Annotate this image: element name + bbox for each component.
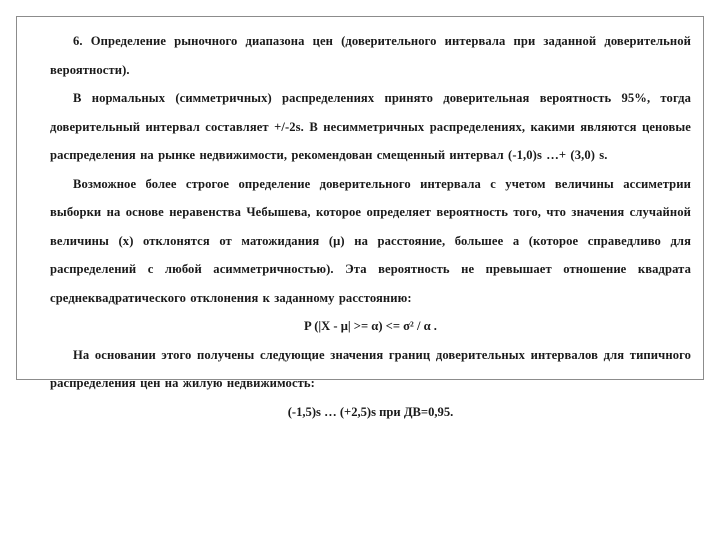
document-frame (16, 16, 704, 419)
paragraph-normal-distribution: В нормальных (симметричных) распределениях принято доверительная вероятность 95%, тогда доверительный интервал составляет +/-2s. В несимметричных распределениях, какими являются ценовые распределения на рынке недвижимости, рекомендован смещенный интервал (-1,0)s …+ (3,0) s. (50, 91, 691, 162)
chebyshev-formula: P (|X - μ| >= α) <= σ² / α . (304, 319, 437, 333)
paragraph-conclusion: На основании этого получены следующие значения границ доверительных интервалов для типичного распределения цен на жилую недвижимость: (50, 347, 691, 390)
paragraph-chebyshev: Возможное более строгое определение доверительного интервала с учетом величины ассиметрии выборки на основе неравенства Чебышева, которое определяет вероятность того, что значения случайной величины (x) отклонятся от матожидания (μ) на расстояние, большее a (которое справедливо для распределений с любой асимметричностью). Эта вероятность не превышает отношение квадрата среднеквадратического отклонения к заданному расстоянию: (50, 176, 691, 305)
section-heading: 6. Определение рыночного диапазона цен (доверительного интервала при заданной доверительной вероятности). (50, 34, 691, 77)
interval-result: (-1,5)s … (+2,5)s при ДВ=0,95. (287, 404, 454, 419)
